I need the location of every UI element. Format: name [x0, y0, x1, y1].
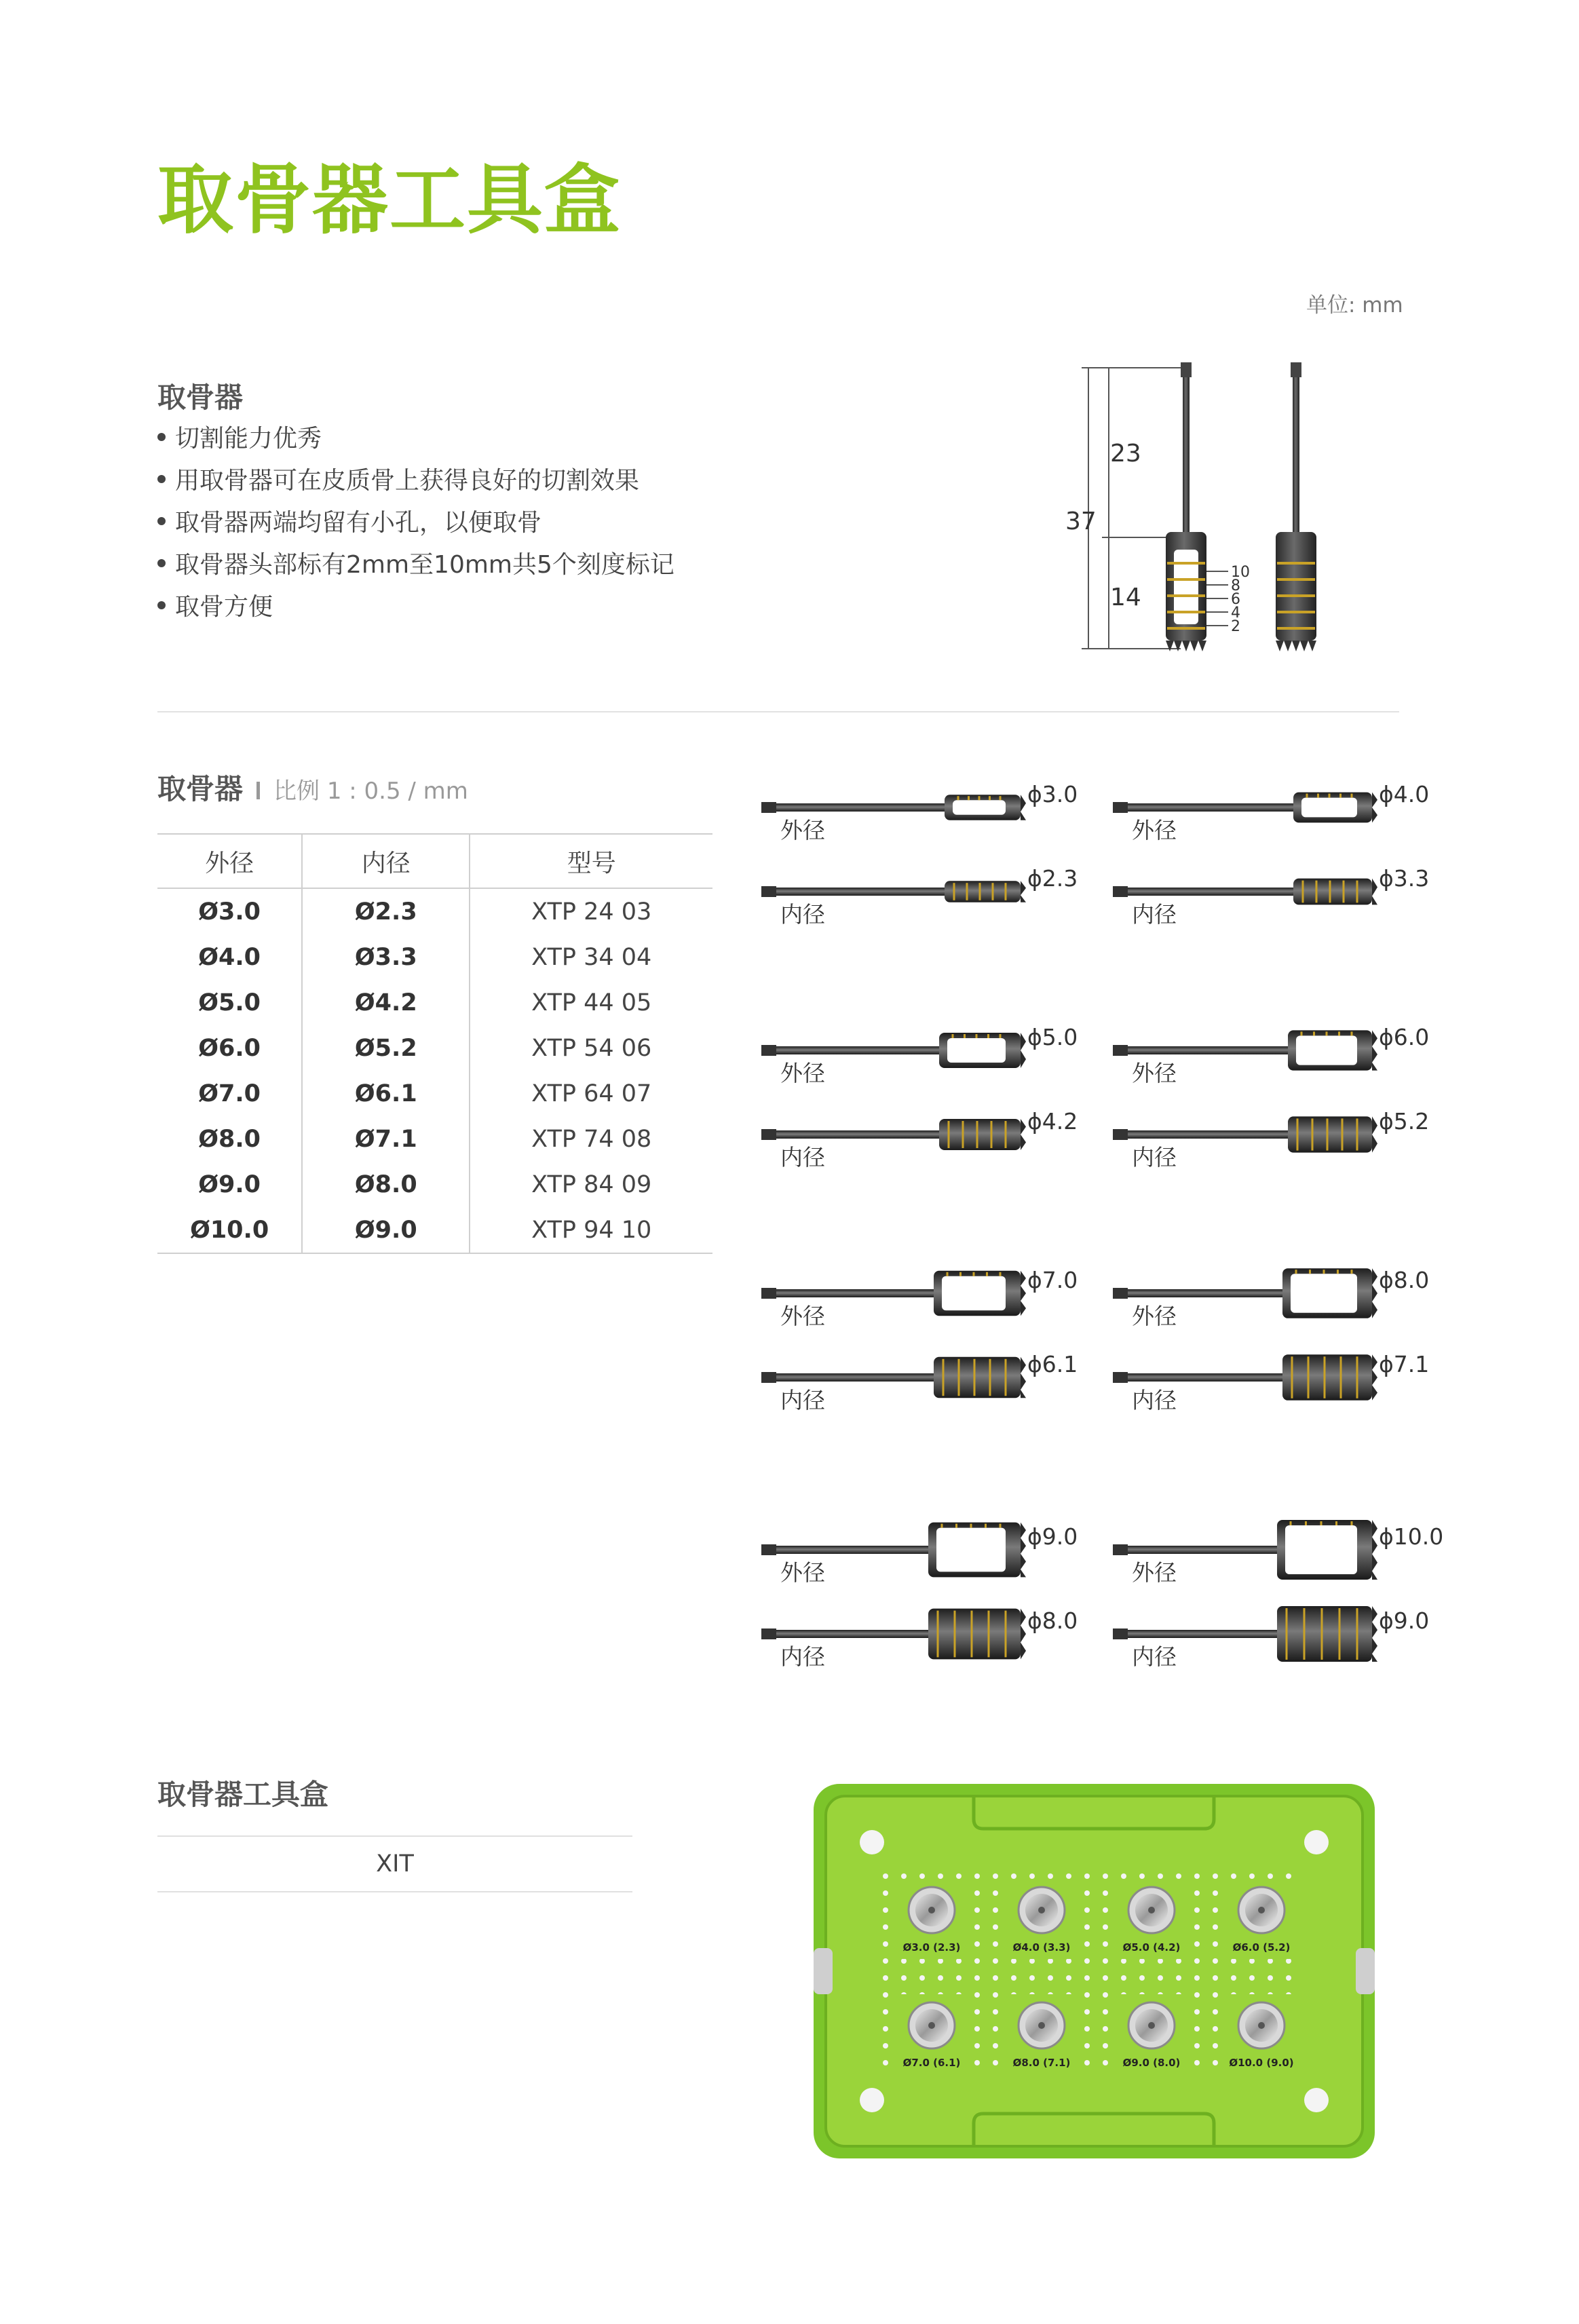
- feature-list: [157, 418, 674, 628]
- table-row: [157, 1162, 712, 1207]
- inner-label: 内径: [1132, 1387, 1177, 1413]
- table-row: [157, 980, 712, 1025]
- outer-diameter-label: ϕ9.0: [1027, 1523, 1078, 1550]
- unit-note: 单位: mm: [1306, 293, 1403, 318]
- kit-box-image: [811, 1781, 1377, 2161]
- outer-diameter-label: ϕ8.0: [1379, 1267, 1430, 1293]
- kit-slot: [1008, 1994, 1076, 2074]
- feature-item: 取骨器头部标有2mm至10mm共5个刻度标记: [157, 544, 674, 586]
- cell-inner: Ø9.0: [302, 1207, 470, 1253]
- trephine-dimension-diagram: [1045, 353, 1398, 665]
- bullet-icon: [157, 475, 166, 483]
- col-header-outer: 外径: [157, 834, 302, 888]
- outer-label: 外径: [780, 1559, 825, 1586]
- table-header-row: [157, 834, 712, 888]
- trephine-inner-icon: [761, 881, 1026, 902]
- kit-slot: [1118, 1879, 1185, 1959]
- kit-code-table: [157, 1835, 632, 1892]
- outer-diameter-label: ϕ4.0: [1379, 781, 1430, 807]
- col-header-inner: 内径: [302, 834, 470, 888]
- section-heading-spec: 取骨器 比例 1 : 0.5 / mm: [157, 772, 468, 805]
- scale-mark: 8: [1231, 577, 1240, 594]
- kit-slot: [1118, 1994, 1185, 2074]
- section-heading-kit: 取骨器工具盒: [157, 1778, 329, 1811]
- bullet-icon: [157, 559, 166, 567]
- inner-diameter-label: ϕ3.3: [1379, 865, 1430, 892]
- kit-slot: [1228, 1994, 1295, 2074]
- cell-outer: Ø8.0: [157, 1116, 302, 1162]
- cell-outer: Ø9.0: [157, 1162, 302, 1207]
- kit-slot-label: Ø6.0 (5.2): [1232, 1941, 1291, 1954]
- inner-label: 内径: [1132, 1144, 1177, 1170]
- inner-label: 内径: [780, 1643, 825, 1670]
- dim-upper: 23: [1110, 440, 1141, 468]
- bullet-icon: [157, 601, 166, 609]
- feature-item: 取骨器两端均留有小孔，以便取骨: [157, 502, 674, 544]
- table-row: [157, 934, 712, 980]
- kit-slot: [1228, 1879, 1295, 1959]
- cell-inner: Ø8.0: [302, 1162, 470, 1207]
- kit-right-latch: [1356, 1948, 1375, 1994]
- kit-code: XIT: [157, 1835, 632, 1892]
- cell-model: XTP 34 04: [531, 943, 652, 971]
- outer-label: 外径: [1132, 1303, 1177, 1329]
- cell-model: XTP 74 08: [531, 1125, 652, 1153]
- feature-item: 用取骨器可在皮质骨上获得良好的切割效果: [157, 460, 674, 502]
- scale-mark: 4: [1231, 605, 1240, 622]
- cell-outer: Ø7.0: [157, 1071, 302, 1116]
- table-row: [157, 1025, 712, 1071]
- table-row: [157, 1116, 712, 1162]
- feature-item: 切割能力优秀: [157, 418, 674, 460]
- outer-diameter-label: ϕ3.0: [1027, 781, 1078, 807]
- inner-diameter-label: ϕ2.3: [1027, 865, 1078, 892]
- outer-label: 外径: [780, 1303, 825, 1329]
- cell-inner: Ø7.1: [302, 1116, 470, 1162]
- inner-diameter-label: ϕ9.0: [1379, 1607, 1430, 1634]
- kit-slot-label: Ø3.0 (2.3): [902, 1941, 961, 1954]
- cell-model: XTP 54 06: [531, 1034, 652, 1062]
- scale-mark: 10: [1231, 564, 1250, 581]
- kit-slot-label: Ø8.0 (7.1): [1012, 2057, 1071, 2069]
- trephine-gallery: [746, 767, 1466, 1703]
- scale-note: 比例 1 : 0.5 / mm: [256, 778, 468, 805]
- kit-slot: [1008, 1879, 1076, 1959]
- bullet-icon: [157, 517, 166, 525]
- inner-diameter-label: ϕ5.2: [1379, 1108, 1430, 1135]
- kit-slot: [898, 1994, 966, 2074]
- kit-slot-label: Ø5.0 (4.2): [1122, 1941, 1181, 1954]
- cell-model: XTP 84 09: [531, 1170, 652, 1198]
- page-title: 取骨器工具盒: [157, 155, 622, 244]
- section-heading-features: 取骨器: [157, 381, 244, 414]
- table-row: [157, 1207, 712, 1253]
- cell-outer: Ø10.0: [157, 1207, 302, 1253]
- cell-model: XTP 24 03: [531, 898, 652, 926]
- inner-label: 内径: [1132, 901, 1177, 928]
- trephine-cutaway-icon: [1166, 362, 1206, 651]
- outer-diameter-label: ϕ10.0: [1379, 1523, 1444, 1550]
- inner-label: 内径: [780, 1144, 825, 1170]
- cell-outer: Ø6.0: [157, 1025, 302, 1071]
- outer-label: 外径: [1132, 817, 1177, 843]
- inner-diameter-label: ϕ7.1: [1379, 1351, 1430, 1377]
- dim-lower: 14: [1110, 584, 1141, 611]
- cell-outer: Ø5.0: [157, 980, 302, 1025]
- cell-inner: Ø3.3: [302, 934, 470, 980]
- trephine-solid-icon: [1276, 362, 1316, 651]
- cell-model: XTP 44 05: [531, 989, 652, 1016]
- outer-label: 外径: [780, 817, 825, 843]
- cell-outer: Ø4.0: [157, 934, 302, 980]
- kit-slot-label: Ø7.0 (6.1): [902, 2057, 961, 2069]
- table-row: [157, 1071, 712, 1116]
- cell-inner: Ø5.2: [302, 1025, 470, 1071]
- bullet-icon: [157, 433, 166, 441]
- inner-diameter-label: ϕ6.1: [1027, 1351, 1078, 1377]
- outer-label: 外径: [1132, 1060, 1177, 1086]
- inner-label: 内径: [1132, 1643, 1177, 1670]
- outer-label: 外径: [780, 1060, 825, 1086]
- outer-label: 外径: [1132, 1559, 1177, 1586]
- kit-left-latch: [814, 1948, 833, 1994]
- separator-icon: [256, 782, 260, 799]
- section-divider: [157, 711, 1399, 712]
- kit-slot-label: Ø4.0 (3.3): [1012, 1941, 1071, 1954]
- kit-tray: [826, 1796, 1363, 2146]
- table-row: [157, 888, 712, 934]
- outer-diameter-label: ϕ5.0: [1027, 1024, 1078, 1050]
- kit-slot: [898, 1879, 966, 1959]
- scale-mark: 6: [1231, 591, 1240, 608]
- feature-item: 取骨方便: [157, 586, 674, 628]
- inner-label: 内径: [780, 1387, 825, 1413]
- cell-outer: Ø3.0: [157, 888, 302, 934]
- cell-model: XTP 94 10: [470, 1207, 712, 1253]
- inner-diameter-label: ϕ4.2: [1027, 1108, 1078, 1135]
- cell-model: XTP 64 07: [531, 1080, 652, 1107]
- kit-slot-label: Ø10.0 (9.0): [1229, 2057, 1294, 2069]
- dim-total: 37: [1065, 508, 1097, 535]
- cell-inner: Ø4.2: [302, 980, 470, 1025]
- cell-inner: Ø2.3: [302, 888, 470, 934]
- scale-mark: 2: [1231, 618, 1240, 635]
- outer-diameter-label: ϕ6.0: [1379, 1024, 1430, 1050]
- inner-label: 内径: [780, 901, 825, 928]
- kit-slot-label: Ø9.0 (8.0): [1122, 2057, 1181, 2069]
- col-header-model: 型号: [470, 834, 712, 888]
- inner-diameter-label: ϕ8.0: [1027, 1607, 1078, 1634]
- outer-diameter-label: ϕ7.0: [1027, 1267, 1078, 1293]
- cell-inner: Ø6.1: [302, 1071, 470, 1116]
- spec-table: [157, 833, 712, 1254]
